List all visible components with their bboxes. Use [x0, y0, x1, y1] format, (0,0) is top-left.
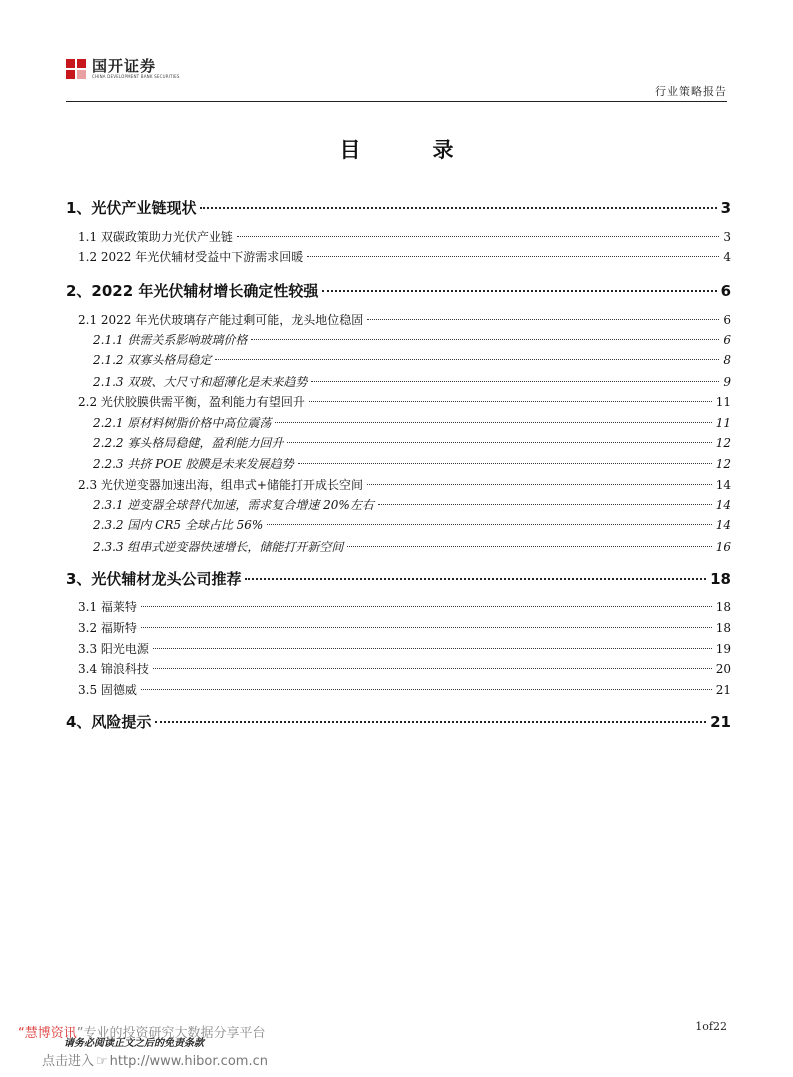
toc-leader-dots [141, 689, 712, 690]
toc-entry[interactable] [66, 351, 731, 368]
toc-entry-label[interactable]: 3.4 锦浪科技 [78, 662, 149, 676]
toc-entry-page[interactable]: 14 [715, 498, 731, 512]
toc-entry-label[interactable]: 2.3.2 国内 CR5 全球占比 56% [93, 518, 264, 532]
toc-entry-page[interactable]: 18 [715, 600, 731, 614]
watermark-brand: 慧博资讯 [24, 1026, 77, 1041]
toc-entry[interactable] [66, 598, 731, 615]
toc-entry-page[interactable]: 4 [723, 250, 731, 264]
toc-leader-dots [347, 546, 711, 547]
toc-entry-page[interactable]: 21 [715, 683, 731, 697]
toc-entry-label[interactable]: 2.1.3 双玻、大尺寸和超薄化是未来趋势 [93, 375, 308, 389]
toc-leader-dots [237, 236, 719, 237]
toc-entry[interactable] [66, 496, 731, 513]
toc-entry-page[interactable]: 11 [715, 395, 731, 409]
toc-entry-page[interactable]: 18 [715, 621, 731, 635]
toc-entry[interactable] [66, 228, 731, 245]
toc-entry-label[interactable]: 1.2 2022 年光伏辅材受益中下游需求回暖 [78, 250, 304, 264]
toc-entry[interactable] [66, 248, 731, 265]
toc-entry[interactable] [66, 197, 731, 218]
toc-entry[interactable] [66, 280, 731, 301]
toc-entry[interactable] [66, 311, 731, 328]
toc-entry-label[interactable]: 2.2.3 共挤 POE 胶膜是未来发展趋势 [93, 457, 294, 471]
toc-entry-page[interactable]: 18 [710, 570, 731, 588]
toc-entry-label[interactable]: 2.3 光伏逆变器加速出海，组串式+储能打开成长空间 [78, 478, 363, 492]
toc-leader-dots [267, 524, 711, 525]
toc-leader-dots [322, 290, 716, 292]
header-divider [66, 101, 727, 102]
watermark-quote-open: “ [18, 1026, 25, 1041]
toc-entry-page[interactable]: 6 [720, 282, 731, 300]
toc-entry[interactable] [66, 373, 731, 390]
toc-entry[interactable] [66, 619, 731, 636]
toc-title-left: 目 [339, 138, 361, 162]
toc-leader-dots [307, 256, 719, 257]
toc-entry-label[interactable]: 2、2022 年光伏辅材增长确定性较强 [66, 282, 319, 300]
toc-leader-dots [378, 504, 712, 505]
watermark-link-prefix: 点击进入 [42, 1054, 95, 1069]
toc-leader-dots [311, 381, 719, 382]
page-number: 1of22 [695, 1020, 727, 1033]
toc-entry[interactable] [66, 476, 731, 493]
toc-leader-dots [309, 401, 712, 402]
toc-entry[interactable] [66, 331, 731, 348]
toc-entry-label[interactable]: 2.2.2 寡头格局稳健，盈利能力回升 [93, 436, 284, 450]
toc-title-right: 录 [432, 138, 454, 162]
toc-entry-label[interactable]: 1、光伏产业链现状 [66, 199, 197, 217]
toc-entry-label[interactable]: 2.3.1 逆变器全球替代加速，需求复合增速 20%左右 [93, 498, 374, 512]
toc-entry-label[interactable]: 3、光伏辅材龙头公司推荐 [66, 570, 242, 588]
toc-leader-dots [367, 319, 719, 320]
toc-entry[interactable] [66, 660, 731, 677]
toc-entry[interactable] [66, 681, 731, 698]
toc-entry-page[interactable]: 12 [715, 436, 731, 450]
toc-entry-page[interactable]: 6 [723, 333, 731, 347]
toc-entry-label[interactable]: 2.1.1 供需关系影响玻璃价格 [93, 333, 248, 347]
toc-leader-dots [251, 339, 719, 340]
toc-entry-page[interactable]: 16 [715, 540, 731, 554]
toc-leader-dots [155, 721, 706, 723]
toc-entry-label[interactable]: 2.3.3 组串式逆变器快速增长，储能打开新空间 [93, 540, 344, 554]
toc-entry-label[interactable]: 3.3 阳光电源 [78, 642, 149, 656]
toc-leader-dots [141, 627, 712, 628]
toc-entry[interactable] [66, 711, 731, 732]
toc-entry-label[interactable]: 1.1 双碳政策助力光伏产业链 [78, 230, 233, 244]
toc-leader-dots [245, 578, 706, 580]
toc-entry-label[interactable]: 2.1.2 双寡头格局稳定 [93, 353, 212, 367]
toc-entry-page[interactable]: 14 [715, 518, 731, 532]
toc-entry-label[interactable]: 3.2 福斯特 [78, 621, 137, 635]
toc-entry-page[interactable]: 8 [723, 353, 731, 367]
toc-entry[interactable] [66, 393, 731, 410]
toc-entry[interactable] [66, 568, 731, 589]
toc-entry-label[interactable]: 2.2 光伏胶膜供需平衡，盈利能力有望回升 [78, 395, 305, 409]
toc-entry-label[interactable]: 4、风险提示 [66, 713, 152, 731]
toc-leader-dots [367, 484, 712, 485]
toc-leader-dots [275, 422, 711, 423]
toc-entry-page[interactable]: 12 [715, 457, 731, 471]
toc-entry-label[interactable]: 3.1 福莱特 [78, 600, 137, 614]
logo-name-cn: 国开证券 [92, 57, 157, 75]
toc-entry[interactable] [66, 640, 731, 657]
toc-leader-dots [298, 463, 712, 464]
toc-entry-page[interactable]: 3 [723, 230, 731, 244]
watermark-link[interactable]: http://www.hibor.com.cn [109, 1054, 268, 1069]
toc-entry-page[interactable]: 14 [715, 478, 731, 492]
pointing-hand-icon: ☞ [96, 1054, 108, 1069]
toc-leader-dots [287, 442, 711, 443]
toc-entry-page[interactable]: 19 [715, 642, 731, 656]
toc-entry-page[interactable]: 20 [715, 662, 731, 676]
toc-entry-label[interactable]: 2.2.1 原材料树脂价格中高位震荡 [93, 416, 272, 430]
logo-name-en: CHINA DEVELOPMENT BANK SECURITIES [92, 74, 180, 79]
toc-leader-dots [141, 606, 712, 607]
toc-entry[interactable] [66, 455, 731, 472]
report-type-label: 行业策略报告 [655, 85, 727, 98]
toc-entry-page[interactable]: 11 [715, 416, 731, 430]
toc-entry-page[interactable]: 3 [720, 199, 731, 217]
toc-entry-page[interactable]: 9 [723, 375, 731, 389]
logo-mark-icon [66, 59, 86, 79]
toc-leader-dots [200, 207, 716, 209]
toc-entry[interactable] [66, 434, 731, 451]
toc-entry[interactable] [66, 516, 731, 533]
company-logo [66, 58, 180, 80]
toc-entry[interactable] [66, 538, 731, 555]
toc-entry-label[interactable]: 3.5 固德威 [78, 683, 137, 697]
toc-entry-page[interactable]: 6 [723, 313, 731, 327]
toc-leader-dots [153, 668, 712, 669]
toc-entry[interactable] [66, 414, 731, 431]
toc-entry-page[interactable]: 21 [710, 713, 731, 731]
toc-leader-dots [153, 648, 712, 649]
toc-title [0, 134, 793, 164]
toc-leader-dots [215, 359, 719, 360]
disclaimer-note: 请务必阅读正文之后的免责条款 [64, 1038, 204, 1049]
watermark-text: ”专业的投资研究大数据分享平台 [76, 1026, 266, 1041]
watermark-line-2[interactable] [42, 1050, 268, 1069]
toc-entry-label[interactable]: 2.1 2022 年光伏玻璃存产能过剩可能，龙头地位稳固 [78, 313, 364, 327]
